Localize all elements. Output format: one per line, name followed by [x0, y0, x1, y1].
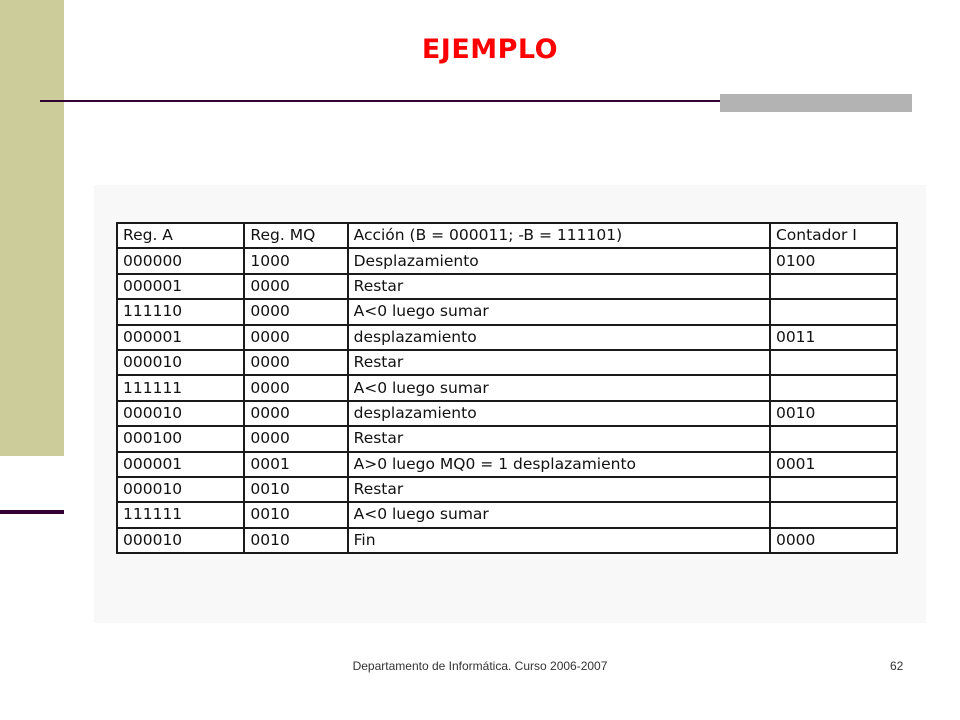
cell-reg-mq: 0010	[244, 528, 347, 553]
cell-accion: A<0 luego sumar	[348, 299, 770, 324]
title-underline-block	[720, 94, 912, 112]
header-reg-a: Reg. A	[117, 223, 244, 248]
cell-reg-a: 000001	[117, 325, 244, 350]
table-row	[117, 528, 897, 553]
cell-contador	[770, 375, 897, 400]
table-row	[117, 274, 897, 299]
cell-reg-mq: 0000	[244, 325, 347, 350]
cell-reg-mq: 0000	[244, 375, 347, 400]
cell-reg-mq: 0000	[244, 299, 347, 324]
cell-contador: 0000	[770, 528, 897, 553]
cell-accion: A<0 luego sumar	[348, 502, 770, 527]
header-accion: Acción (B = 000011; -B = 111101)	[348, 223, 770, 248]
cell-contador: 0001	[770, 452, 897, 477]
header-reg-mq: Reg. MQ	[244, 223, 347, 248]
cell-reg-mq: 0010	[244, 502, 347, 527]
cell-accion: Fin	[348, 528, 770, 553]
cell-contador	[770, 299, 897, 324]
cell-contador	[770, 426, 897, 451]
cell-reg-a: 111111	[117, 502, 244, 527]
cell-contador: 0010	[770, 401, 897, 426]
cell-reg-mq: 0000	[244, 350, 347, 375]
table-row	[117, 502, 897, 527]
cell-reg-a: 000001	[117, 274, 244, 299]
left-decorative-bar	[0, 0, 64, 456]
cell-reg-a: 000100	[117, 426, 244, 451]
table-header-row	[117, 223, 897, 248]
cell-accion: Desplazamiento	[348, 248, 770, 273]
table-row	[117, 477, 897, 502]
table-row	[117, 375, 897, 400]
cell-contador	[770, 477, 897, 502]
slide-footer: Departamento de Informática. Curso 2006-2007	[352, 659, 608, 673]
table-row	[117, 426, 897, 451]
table-row	[117, 401, 897, 426]
left-accent-line	[0, 510, 64, 514]
cell-contador	[770, 274, 897, 299]
page-number: 62	[890, 659, 904, 673]
cell-accion: A<0 luego sumar	[348, 375, 770, 400]
cell-reg-mq: 0001	[244, 452, 347, 477]
header-contador: Contador I	[770, 223, 897, 248]
cell-reg-a: 000000	[117, 248, 244, 273]
table-row	[117, 325, 897, 350]
cell-reg-mq: 0010	[244, 477, 347, 502]
cell-contador: 0100	[770, 248, 897, 273]
cell-accion: A>0 luego MQ0 = 1 desplazamiento	[348, 452, 770, 477]
cell-accion: Restar	[348, 426, 770, 451]
cell-accion: Restar	[348, 477, 770, 502]
cell-reg-a: 000010	[117, 477, 244, 502]
cell-accion: desplazamiento	[348, 401, 770, 426]
cell-reg-a: 111110	[117, 299, 244, 324]
cell-contador	[770, 502, 897, 527]
cell-accion: Restar	[348, 274, 770, 299]
cell-contador: 0011	[770, 325, 897, 350]
cell-reg-mq: 0000	[244, 401, 347, 426]
table-row	[117, 248, 897, 273]
table-row	[117, 452, 897, 477]
cell-reg-mq: 1000	[244, 248, 347, 273]
cell-accion: Restar	[348, 350, 770, 375]
cell-reg-mq: 0000	[244, 426, 347, 451]
cell-reg-a: 000010	[117, 401, 244, 426]
slide-title: EJEMPLO	[421, 34, 559, 65]
cell-reg-a: 111111	[117, 375, 244, 400]
cell-reg-a: 000001	[117, 452, 244, 477]
cell-reg-a: 000010	[117, 528, 244, 553]
table-row	[117, 350, 897, 375]
cell-reg-mq: 0000	[244, 274, 347, 299]
table-row	[117, 299, 897, 324]
cell-accion: desplazamiento	[348, 325, 770, 350]
cell-reg-a: 000010	[117, 350, 244, 375]
cell-contador	[770, 350, 897, 375]
example-table	[116, 222, 898, 554]
